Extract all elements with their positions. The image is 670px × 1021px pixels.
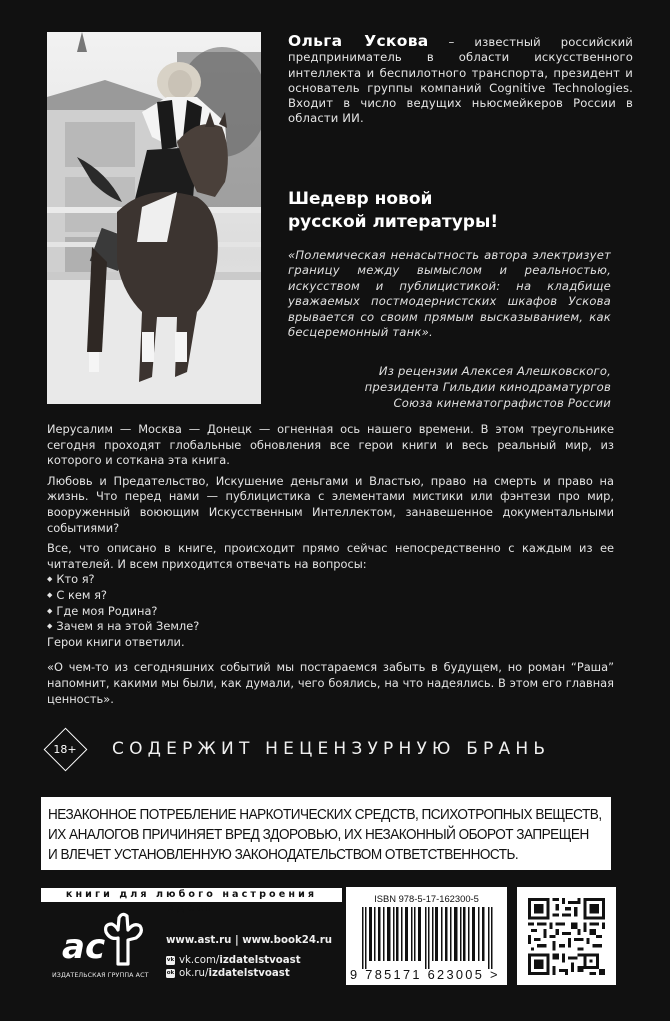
website-links[interactable]: www.ast.ru | www.book24.ru xyxy=(166,935,333,946)
annotation-text xyxy=(47,422,614,712)
vk-prefix: vk.com/ xyxy=(179,955,220,966)
publisher-caption: ИЗДАТЕЛЬСКАЯ ГРУППА АСТ xyxy=(52,972,149,979)
vk-icon: vk xyxy=(166,957,175,963)
headline-line-2: русской литературы! xyxy=(288,212,499,232)
headline xyxy=(288,188,633,234)
review-quote: «Полемическая ненасытность автора электризует границу между вымыслом и реальностью, искусством и публицистикой: на кладбище уважаемых постмодернистских шкафов Ускова врывается со своим прямым высказыванием, как бесцеремонный танк». xyxy=(288,248,611,340)
qr-code[interactable] xyxy=(517,887,616,985)
question-item: ◆ Где моя Родина? xyxy=(47,604,614,620)
ast-logo-text: ac xyxy=(62,927,106,967)
vk-link[interactable] xyxy=(166,954,332,967)
ok-link[interactable] xyxy=(166,967,332,980)
paragraph-1: Иерусалим — Москва — Донецк — огненная ось нашего времени. В этом треугольнике сегодня проходят глобальные обновления все герои книги и весь реальный мир, из которого и соткана эта книга. xyxy=(47,422,614,468)
author-photo xyxy=(47,32,261,404)
publisher-links xyxy=(166,934,332,980)
review-source-line-1: Из рецензии Алексея Алешковского, xyxy=(378,364,611,378)
review-source-line-3: Союза кинематографистов России xyxy=(393,396,611,410)
ok-icon: ok xyxy=(166,970,175,976)
author-bio xyxy=(288,34,633,127)
ok-prefix: ok.ru/ xyxy=(179,968,209,979)
question-item: ◆ Кто я? xyxy=(47,572,614,588)
paragraph-2: Любовь и Предательство, Искушение деньгами и Властью, право на смерть и право на жизнь. Что перед нами — публицистика с элементами мистики или фэнтези про мир, вооруженный воюющим Искусственным Интеллектом, занавешенное документальными событиями? xyxy=(47,473,614,535)
questions-list xyxy=(47,572,614,634)
closing-quote: «О чем-то из сегодняшних событий мы постараемся забыть в будущем, но роман “Раша” напомнит, какими мы были, как думали, чего боялись, на что надеялись. В этом его главная ценность». xyxy=(47,660,614,706)
review-source xyxy=(288,363,611,411)
warning-line-1: НЕЗАКОННОЕ ПОТРЕБЛЕНИЕ НАРКОТИЧЕСКИХ СРЕДСТВ, ПСИХОТРОПНЫХ ВЕЩЕСТВ, xyxy=(48,807,602,823)
author-name: Ольга Ускова xyxy=(288,32,429,50)
warning-line-2: ИХ АНАЛОГОВ ПРИЧИНЯЕТ ВРЕД ЗДОРОВЬЮ, ИХ НЕЗАКОННЫЙ ОБОРОТ ЗАПРЕЩЕН xyxy=(48,827,589,843)
vk-handle: izdatelstvoast xyxy=(219,955,301,966)
age-rating-row xyxy=(44,728,624,770)
ean-digits: 9 785171 623005 > xyxy=(350,967,500,982)
qr-code-icon xyxy=(528,898,605,975)
profanity-warning: СОДЕРЖИТ НЕЦЕНЗУРНУЮ БРАНЬ xyxy=(112,739,551,759)
question-item: ◆ С кем я? xyxy=(47,588,614,604)
answer-line: Герои книги ответили. xyxy=(47,634,185,649)
horse-rider-illustration xyxy=(47,32,261,404)
headline-line-1: Шедевр новой xyxy=(288,189,433,209)
drug-warning-box xyxy=(41,797,611,870)
age-rating-badge xyxy=(44,728,86,770)
isbn-barcode xyxy=(346,887,507,985)
publisher-tagline: книги для любого настроения здесь xyxy=(41,888,342,902)
review-source-line-2: президента Гильдии кинодраматургов xyxy=(364,380,611,394)
paragraph-3: Все, что описано в книге, происходит прямо сейчас непосредственно с каждым из ее читателей. И всем приходится отвечать на вопросы: xyxy=(47,541,614,571)
ok-handle: izdatelstvoast xyxy=(208,968,290,979)
warning-line-3: И ВЛЕЧЕТ УСТАНОВЛЕННУЮ ЗАКОНОДАТЕЛЬСТВОМ ОТВЕТСТВЕННОСТЬ. xyxy=(48,847,519,863)
author-bio-text: – известный российский предприниматель в области искусственного интеллекта и беспилотного транспорта, президент и основатель группы компаний Cognitive Technologies. Входит в число ведущих ньюсмейкеров России в области ИИ. xyxy=(288,35,633,126)
age-rating-value: 18+ xyxy=(53,742,77,756)
question-item: ◆ Зачем я на этой Земле? xyxy=(47,619,614,635)
isbn-number: ISBN 978-5-17-162300-5 xyxy=(374,893,479,904)
barcode-bars-icon xyxy=(362,907,493,969)
